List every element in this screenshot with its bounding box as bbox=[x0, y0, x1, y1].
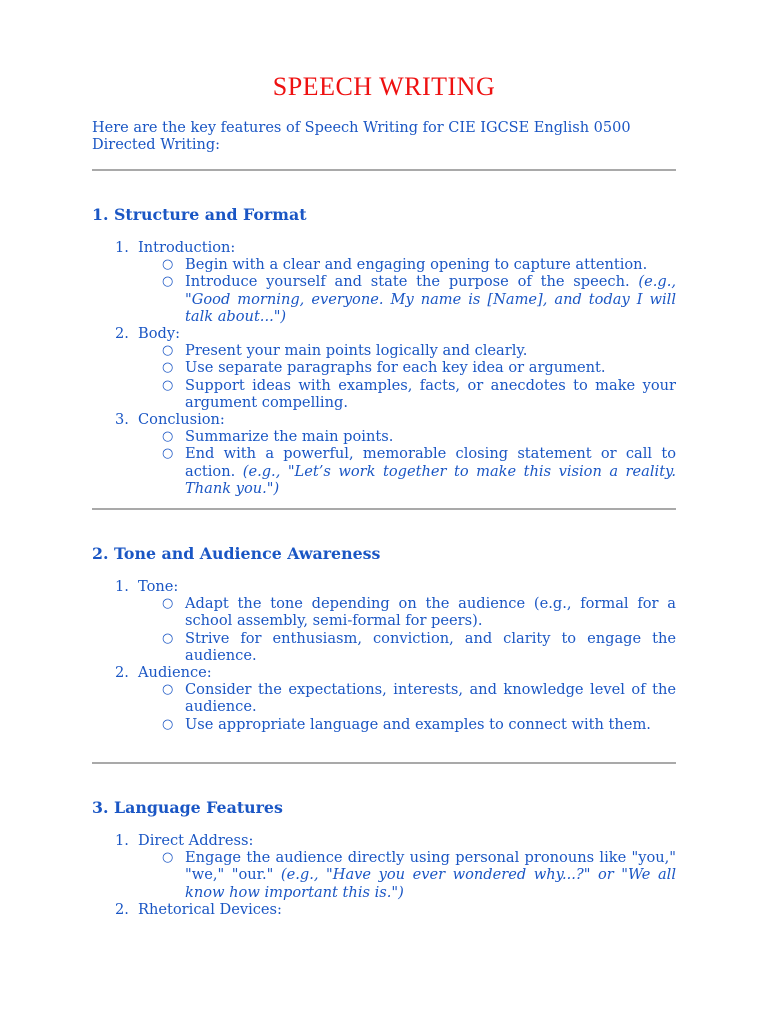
circle-bullet-icon: ○ bbox=[162, 274, 174, 290]
item-label: Rhetorical Devices: bbox=[138, 900, 282, 918]
item-body bbox=[138, 578, 676, 664]
item-number: 1. bbox=[115, 239, 129, 256]
bullet-item bbox=[162, 630, 676, 664]
bullet-text bbox=[185, 849, 676, 901]
bullet-main-text: Strive for enthusiasm, conviction, and clarity to engage the audience. bbox=[185, 629, 676, 664]
bullet-list bbox=[162, 681, 676, 733]
list-item bbox=[115, 325, 676, 411]
item-label: Body: bbox=[138, 325, 181, 343]
bullet-item bbox=[162, 359, 676, 376]
bullet-text bbox=[185, 256, 676, 273]
bullet-item bbox=[162, 273, 676, 325]
bullet-main-text: Use appropriate language and examples to connect with them. bbox=[185, 715, 651, 733]
example-text: (e.g., "Let’s work together to make this vision a reality. Thank you.") bbox=[185, 462, 677, 497]
bullet-text bbox=[185, 716, 676, 733]
bullet-item bbox=[162, 445, 676, 497]
item-number: 3. bbox=[115, 411, 129, 429]
circle-bullet-icon: ○ bbox=[162, 343, 174, 359]
list-item bbox=[115, 901, 676, 918]
item-number: 2. bbox=[115, 664, 129, 682]
bullet-item bbox=[162, 377, 676, 411]
numbered-list bbox=[92, 832, 676, 918]
circle-bullet-icon: ○ bbox=[162, 446, 174, 462]
numbered-list bbox=[92, 578, 676, 733]
circle-bullet-icon: ○ bbox=[162, 716, 174, 732]
section-tone-audience bbox=[92, 545, 676, 733]
document-title: SPEECH WRITING bbox=[272, 72, 496, 101]
item-number: 2. bbox=[115, 325, 129, 343]
item-label: Direct Address: bbox=[138, 832, 254, 849]
section-heading: 1. Structure and Format bbox=[92, 205, 307, 224]
bullet-list bbox=[162, 428, 676, 497]
circle-bullet-icon: ○ bbox=[162, 596, 174, 612]
bullet-item bbox=[162, 342, 676, 359]
section-divider bbox=[92, 762, 676, 764]
bullet-text bbox=[185, 428, 676, 445]
bullet-item bbox=[162, 681, 676, 715]
bullet-main-text: Use separate paragraphs for each key idea or argument. bbox=[185, 359, 606, 377]
section-language-features bbox=[92, 799, 676, 918]
item-label: Introduction: bbox=[138, 239, 236, 256]
item-number: 1. bbox=[115, 578, 129, 595]
bullet-text bbox=[185, 630, 676, 664]
item-body bbox=[138, 239, 676, 325]
list-item bbox=[115, 578, 676, 664]
example-text: (e.g., "Have you ever wondered why...?" or "We all know how important this is.") bbox=[185, 866, 676, 901]
section-heading: 2. Tone and Audience Awareness bbox=[92, 544, 381, 563]
list-item bbox=[115, 411, 676, 497]
bullet-main-text: Summarize the main points. bbox=[185, 428, 394, 446]
section-structure-format bbox=[92, 206, 676, 497]
bullet-item bbox=[162, 716, 676, 733]
bullet-main-text: Adapt the tone depending on the audience (e.g., formal for a school assembly, semi-formal for peers). bbox=[185, 595, 676, 630]
bullet-main-text: Begin with a clear and engaging opening to capture attention. bbox=[185, 256, 648, 274]
bullet-list bbox=[162, 595, 676, 664]
bullet-item bbox=[162, 428, 676, 445]
circle-bullet-icon: ○ bbox=[162, 360, 174, 376]
circle-bullet-icon: ○ bbox=[162, 850, 174, 866]
item-label: Audience: bbox=[138, 664, 212, 682]
bullet-list bbox=[162, 342, 676, 411]
bullet-main-text: Consider the expectations, interests, and knowledge level of the audience. bbox=[185, 681, 676, 716]
bullet-text bbox=[185, 377, 676, 411]
bullet-main-text: Support ideas with examples, facts, or anecdotes to make your argument compelling. bbox=[185, 376, 676, 411]
circle-bullet-icon: ○ bbox=[162, 630, 174, 646]
bullet-main-text: Present your main points logically and clearly. bbox=[185, 342, 528, 360]
bullet-text bbox=[185, 342, 676, 359]
bullet-list bbox=[162, 849, 676, 901]
item-body bbox=[138, 325, 676, 411]
bullet-text bbox=[185, 273, 676, 325]
bullet-main-text: End with a powerful, memorable closing statement or call to action. bbox=[185, 445, 676, 480]
section-divider bbox=[92, 169, 676, 171]
circle-bullet-icon: ○ bbox=[162, 429, 174, 445]
section-heading: 3. Language Features bbox=[92, 798, 283, 817]
item-body bbox=[138, 901, 676, 918]
numbered-list bbox=[92, 239, 676, 497]
bullet-text bbox=[185, 445, 676, 497]
item-number: 1. bbox=[115, 832, 129, 849]
bullet-item bbox=[162, 256, 676, 273]
bullet-item bbox=[162, 849, 676, 901]
bullet-item bbox=[162, 595, 676, 629]
list-item bbox=[115, 664, 676, 733]
bullet-main-text: Engage the audience directly using personal pronouns like "you," "we," "our." bbox=[185, 849, 676, 884]
intro-paragraph: Here are the key features of Speech Writing for CIE IGCSE English 0500 Directed Writing: bbox=[92, 120, 631, 154]
bullet-text bbox=[185, 681, 676, 715]
bullet-text bbox=[185, 359, 676, 376]
list-item bbox=[115, 239, 676, 325]
list-item bbox=[115, 832, 676, 901]
circle-bullet-icon: ○ bbox=[162, 682, 174, 698]
section-divider bbox=[92, 508, 676, 510]
circle-bullet-icon: ○ bbox=[162, 257, 174, 273]
circle-bullet-icon: ○ bbox=[162, 377, 174, 393]
bullet-main-text: Introduce yourself and state the purpose of the speech. bbox=[185, 273, 630, 291]
item-body bbox=[138, 664, 676, 733]
item-body bbox=[138, 832, 676, 901]
bullet-list bbox=[162, 256, 676, 325]
example-text: (e.g., "Good morning, everyone. My name is [Name], and today I will talk about...") bbox=[185, 273, 677, 325]
item-label: Conclusion: bbox=[138, 411, 225, 429]
item-body bbox=[138, 411, 676, 497]
item-number: 2. bbox=[115, 900, 129, 918]
item-label: Tone: bbox=[138, 578, 179, 595]
bullet-text bbox=[185, 595, 676, 629]
